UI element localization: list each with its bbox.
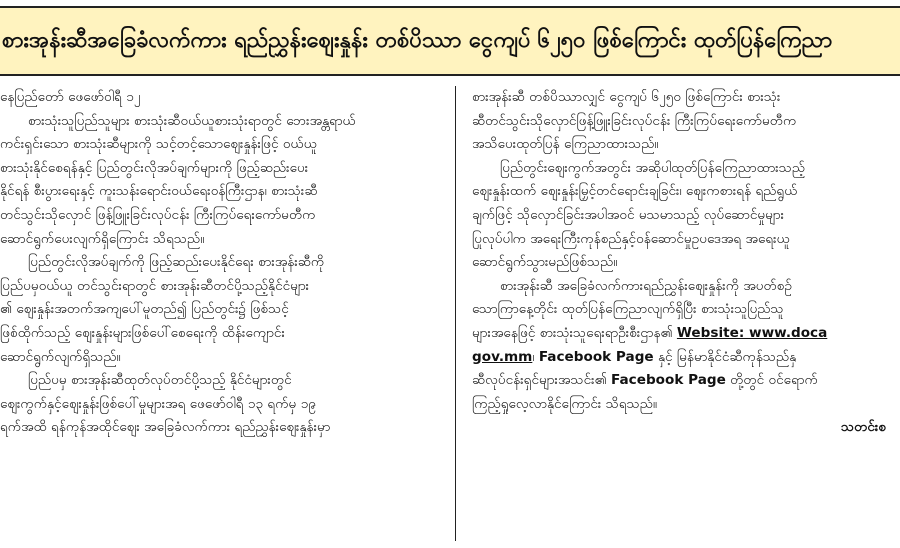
paragraph-line-with-facebook [472, 346, 900, 370]
paragraph-line: အသိပေးထုတ်ပြန် ကြေညာထားသည်။ [472, 136, 659, 153]
paragraph-line: ရက်အထိ ရန်ကုန်အထိုင်ဈေး အခြေခံလက်ကား ရည်ညွှန်းဈေးနှုန်းမှာ [0, 419, 331, 436]
paragraph-line: ဆီတင်သွင်းသိုလှောင်ဖြန့်ဖြူးခြင်းလုပ်ငန်း ကြီးကြပ်ရေးကော်မတီက [472, 112, 797, 129]
facebook-page-label: Facebook Page [611, 372, 726, 389]
paragraph-line: ဆောင်ရွက်သွားမည်ဖြစ်သည်။ [472, 254, 618, 271]
article-body [0, 78, 900, 548]
website-link[interactable]: Website: www.doca [676, 324, 828, 341]
paragraph-line: စားသုံးနိုင်စေရန်နှင့် ပြည်တွင်းလိုအပ်ချက်များကို ဖြည့်ဆည်းပေး [0, 159, 309, 176]
paragraph-line: စားအုန်းဆီ အခြေခံလက်ကားရည်ညွှန်းဈေးနှုန်းကို အပတ်စဉ် [500, 277, 792, 294]
paragraph-line-with-website [472, 322, 900, 346]
facebook-page-label: Facebook Page [538, 348, 654, 365]
paragraph-line: ၏ ဈေးနှုန်းအတက်အကျပေါ်မူတည်၍ ပြည်တွင်း၌ ဖြစ်သင့် [0, 301, 289, 318]
left-column [0, 86, 445, 546]
paragraph-line: ဈေးကွက်နှင့်ဈေးနှုန်းဖြစ်ပေါ်မှုများအရ ဖေဖော်ဝါရီ ၁၃ ရက်မှ ၁၉ [0, 395, 316, 412]
paragraph-text: တို့တွင် ဝင်ရောက် [725, 372, 818, 389]
dateline: နေပြည်တော် ဖေဖော်ဝါရီ ၁၂ [0, 89, 141, 105]
paragraph-line: ဆောင်ရွက်ပေးလျက်ရှိကြောင်း သိရသည်။ [0, 230, 205, 247]
paragraph-line: စားသုံးသူပြည်သူများ စားသုံးဆီဝယ်ယူစားသုံးရာတွင် ဘေးအန္တရာယ် [28, 112, 356, 129]
paragraph-line: ဖြစ်ထိုက်သည့် ဈေးနှုန်းများဖြစ်ပေါ်စေရေးကို ထိန်းကျောင်း [0, 324, 285, 341]
byline: သတင်းစ [840, 419, 886, 436]
paragraph-line: ကြည့်ရှုလေ့လာနိုင်ကြောင်း သိရသည်။ [472, 395, 658, 412]
column-divider [455, 86, 456, 541]
paragraph-line [472, 369, 900, 393]
separator-text: ၊ [532, 348, 539, 365]
paragraph-text: များအနေဖြင့် စားသုံးသူရေးရာဦးစီးဌာန၏ [472, 324, 673, 341]
headline-banner [0, 6, 900, 76]
paragraph-text: ဆီလုပ်ငန်းရှင်များအသင်း၏ [472, 372, 612, 389]
paragraph-line: ပြည်တွင်းဈေးကွက်အတွင်း အဆိုပါထုတ်ပြန်ကြေညာထားသည့် [500, 159, 806, 176]
paragraph-text: နှင့် မြန်မာနိုင်ငံဆီကုန်သည်နှ [653, 348, 797, 365]
paragraph-line: တင်သွင်းသိုလှောင် ဖြန့်ဖြူးခြင်းလုပ်ငန်း ကြီးကြပ်ရေးကော်မတီက [0, 206, 316, 223]
paragraph-line: ပြည်ပမှဝယ်ယူ တင်သွင်းရာတွင် စားအုန်းဆီတင်ပို့သည့်နိုင်ငံများ [0, 277, 310, 294]
paragraph-line: သောကြာနေ့တိုင်း ထုတ်ပြန်ကြေညာလျက်ရှိပြီး စားသုံးသူပြည်သူ [472, 301, 784, 318]
paragraph-line: ဆောင်ရွက်လျက်ရှိသည်။ [0, 348, 121, 365]
website-link-tail[interactable]: gov.mm [472, 348, 533, 365]
headline: စားအုန်းဆီအခြေခံလက်ကား ရည်ညွှန်းဈေးနှုန်း တစ်ပိဿာ ငွေကျပ် ၆၂၅၀ ဖြစ်ကြောင်း ထုတ်ပြန်ကြေညာ [2, 27, 833, 53]
paragraph-line: ပြည်ပမှ စားအုန်းဆီထုတ်လုပ်တင်ပို့သည့် နိုင်ငံများတွင် [28, 372, 292, 389]
paragraph-line: ပြုလုပ်ပါက အရေးကြီးကုန်စည်နှင့်ဝန်ဆောင်မှုဥပဒေအရ အရေးယူ [472, 230, 790, 247]
paragraph-line: ပြည်တွင်းလိုအပ်ချက်ကို ဖြည့်ဆည်းပေးနိုင်ရေး စားအုန်းဆီကို [28, 254, 325, 271]
paragraph-line: စားအုန်းဆီ တစ်ပိဿာလျှင် ငွေကျပ် ၆၂၅၀ ဖြစ်ကြောင်း စားသုံး [472, 89, 781, 105]
paragraph-line: နိုင်ရန် စီးပွားရေးနှင့် ကူးသန်းရောင်းဝယ်ရေးဝန်ကြီးဌာန၊ စားသုံးဆီ [0, 183, 318, 200]
paragraph-line: ချက်ဖြင့် သိုလှောင်ခြင်းအပါအဝင် မသမာသည့် လုပ်ဆောင်မှုများ [472, 206, 785, 223]
paragraph-line: ကင်းရှင်းသော စားသုံးဆီများကို သင့်တင့်သောဈေးနှုန်းဖြင့် ဝယ်ယူ [0, 136, 317, 153]
right-column [472, 86, 900, 546]
paragraph-line: ဈေးနှုန်းထက် ဈေးနှုန်းမြှင့်တင်ရောင်းချခြင်း၊ ဈေးကစားရန် ရည်ရွယ် [472, 183, 798, 200]
